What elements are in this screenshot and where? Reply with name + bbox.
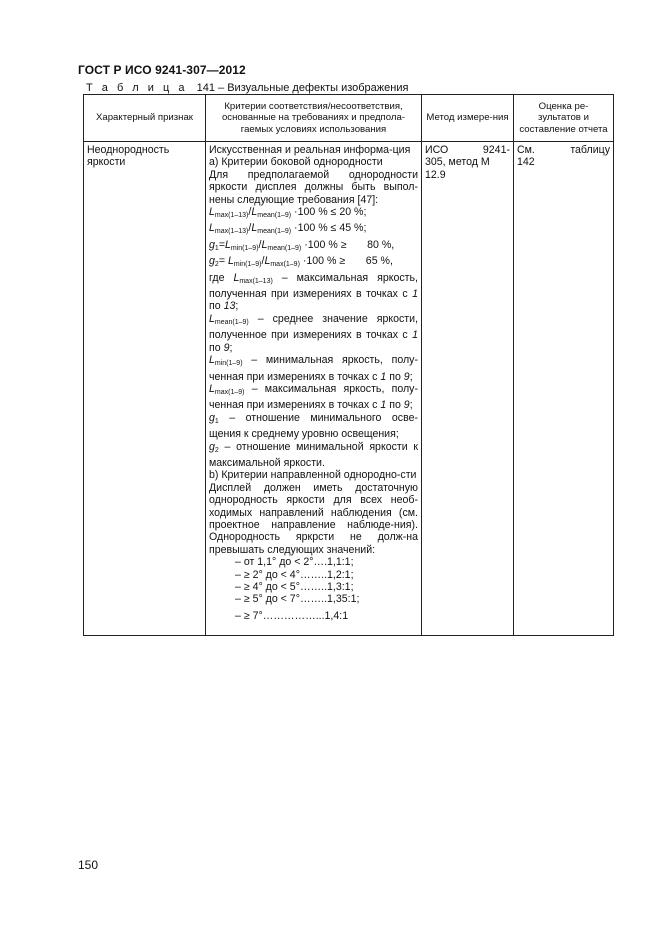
cell-evaluation bbox=[514, 142, 614, 636]
table-row bbox=[84, 142, 614, 636]
definition-g2: g2 – отношение минимальной яркости к максимальной яркости. bbox=[209, 440, 418, 469]
header-method: Метод измере-ния bbox=[422, 95, 514, 142]
criteria-paragraph-a: Для предполагаемой однородности яркости дисплея должны быть выпол-нены следующие требования [47]: bbox=[209, 168, 418, 206]
criteria-intro: Искусственная и реальная информа-ция bbox=[209, 144, 411, 156]
definition-g1: g1 – отношение минимального осве-щения к среднему уровню освещения; bbox=[209, 411, 418, 441]
angle-ranges-list bbox=[209, 556, 418, 622]
page-number: 150 bbox=[78, 858, 99, 872]
formula-2: Lmax(1–13)/Lmean(1–9) ·100 % ≤ 45 %; bbox=[209, 222, 367, 236]
list-item: – от 1,1° до < 2°….1,1:1; bbox=[235, 556, 354, 569]
evaluation-text: 142 bbox=[517, 156, 535, 169]
definition-lmin: Lmin(1–9) – минимальная яркость, полу-ченная при измерениях в точках с 1 по 9; bbox=[209, 354, 418, 383]
list-item: – ≥ 2° до < 4°……..1,2:1; bbox=[235, 568, 354, 581]
cell-criteria bbox=[206, 142, 422, 636]
method-text: 305, метод М 12.9 bbox=[425, 156, 490, 181]
criteria-section-b: b) Критерии направленной однородно-сти bbox=[209, 469, 417, 482]
document-header bbox=[78, 63, 246, 77]
definition-lmax-13: где Lmax(1–13) – максимальная яркость, полученная при измерениях в точках с 1 по 13; bbox=[209, 271, 418, 313]
list-item: – ≥ 4° до < 5°……..1,3:1; bbox=[235, 581, 354, 593]
standard-title: ГОСТ Р ИСО 9241-307—2012 bbox=[78, 63, 246, 77]
formula-3: g1=Lmin(1–9)/Lmean(1–9) ·100 % ≥ 80 %, bbox=[209, 238, 395, 252]
header-evaluation: Оценка ре-зультатов и составление отчета bbox=[514, 95, 614, 142]
list-item: – ≥ 7°……………...1,4:1 bbox=[235, 609, 349, 622]
visual-defects-table bbox=[83, 94, 614, 636]
cell-characteristic bbox=[84, 142, 206, 636]
table-caption bbox=[86, 82, 408, 94]
evaluation-first-line: См. таблицу bbox=[517, 144, 610, 156]
list-item: – ≥ 5° до < 7°……..1,35:1; bbox=[235, 593, 360, 606]
criteria-section-a: а) Критерии боковой однородности bbox=[209, 156, 383, 169]
header-characteristic: Характерный признак bbox=[84, 95, 206, 142]
table-header-row bbox=[84, 95, 614, 142]
table-caption-prefix: Т а б л и ц а bbox=[86, 82, 188, 94]
definition-lmean: Lmean(1–9) – среднее значение яркости, полученное при измерениях в точках с 1 по 9; bbox=[209, 312, 418, 354]
definition-lmax-9: Lmax(1–9) – максимальная яркость, полу-ченная при измерениях в точках с 1 по 9; bbox=[209, 382, 418, 412]
cell-method bbox=[422, 142, 514, 636]
formula-4: g2= Lmin(1–9)/Lmax(1–9) ·100 % ≥ 65 %, bbox=[209, 255, 393, 269]
method-first-line: ИСО 9241- bbox=[425, 144, 510, 156]
header-criteria: Критерии соответствия/несоответствия, основанные на требованиях и предпола-гаемых условиях использования bbox=[206, 95, 422, 142]
characteristic-text: Неоднородность яркости bbox=[87, 144, 170, 169]
formula-1: Lmax(1–13)/Lmean(1–9) ·100 % ≤ 20 %; bbox=[209, 206, 367, 220]
table-caption-text: 141 – Визуальные дефекты изображения bbox=[196, 82, 409, 94]
criteria-paragraph-b: Дисплей должен иметь достаточную однородность яркости для всех необ-ходимых направлений наблюдения (см. проектное направление наблюде-ния). Однородность яркрсти не долж-на превышать следующих значений: bbox=[209, 481, 418, 556]
